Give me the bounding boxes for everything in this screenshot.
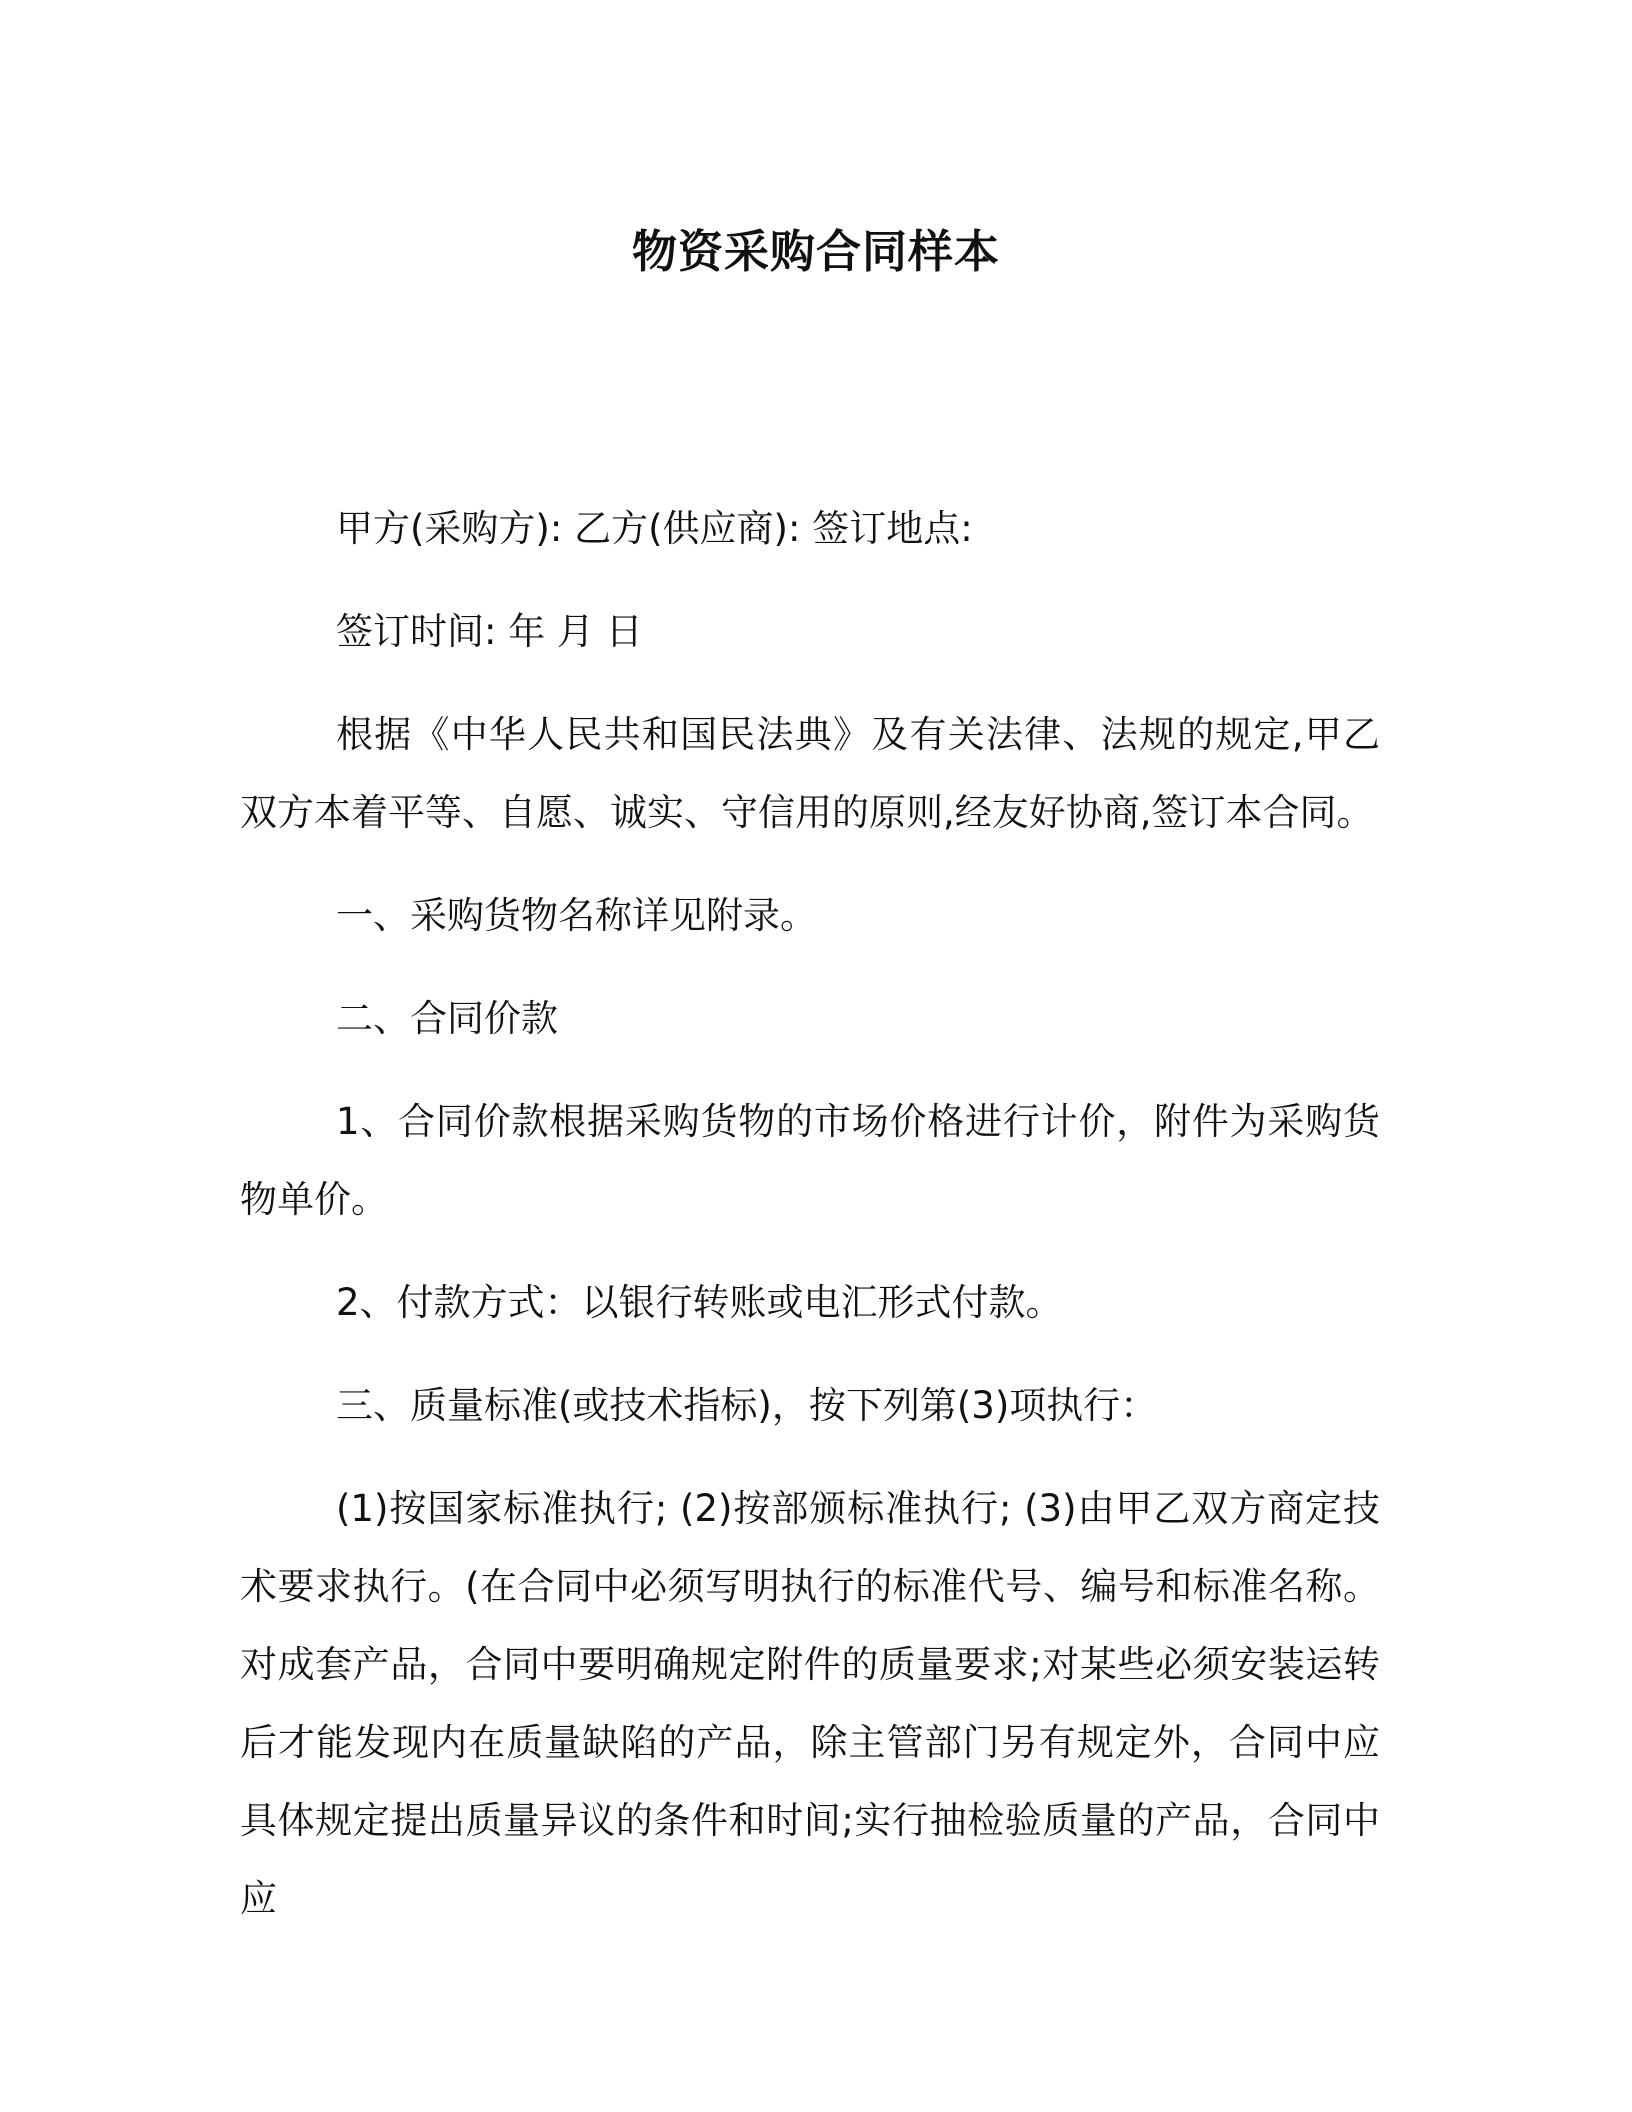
parties-line: 甲方(采购方): 乙方(供应商): 签订地点: <box>336 507 973 550</box>
clause-1-goods: 一、采购货物名称详见附录。 <box>336 894 817 937</box>
signing-date-line: 签订时间: 年 月 日 <box>336 610 643 653</box>
clause-2-item-1: 1、合同价款根据采购货物的市场价格进行计价，附件为采购货物单价。 <box>240 1100 1380 1221</box>
document-body <box>240 490 1380 1963</box>
document-title: 物资采购合同样本 <box>631 225 1000 278</box>
clause-3-options: (1)按国家标准执行; (2)按部颁标准执行; (3)由甲乙双方商定技术要求执行。(在合同中必须写明执行的标准代号、编号和标准名称。对成套产品，合同中要明确规定附件的质量要求;对某些必须安装运转后才能发现内在质量缺陷的产品，除主管部门另有规定外，合同中应具体规定提出质量异议的条件和时间;实行抽检验质量的产品，合同中应 <box>240 1487 1380 1920</box>
clause-2-item-2: 2、付款方式：以银行转账或电汇形式付款。 <box>336 1281 1063 1324</box>
clause-2-heading: 二、合同价款 <box>336 997 558 1040</box>
preamble-paragraph: 根据《中华人民共和国民法典》及有关法律、法规的规定,甲乙双方本着平等、自愿、诚实、守信用的原则,经友好协商,签订本合同。 <box>240 713 1380 834</box>
clause-3-heading: 三、质量标准(或技术指标)，按下列第(3)项执行： <box>336 1384 1158 1427</box>
